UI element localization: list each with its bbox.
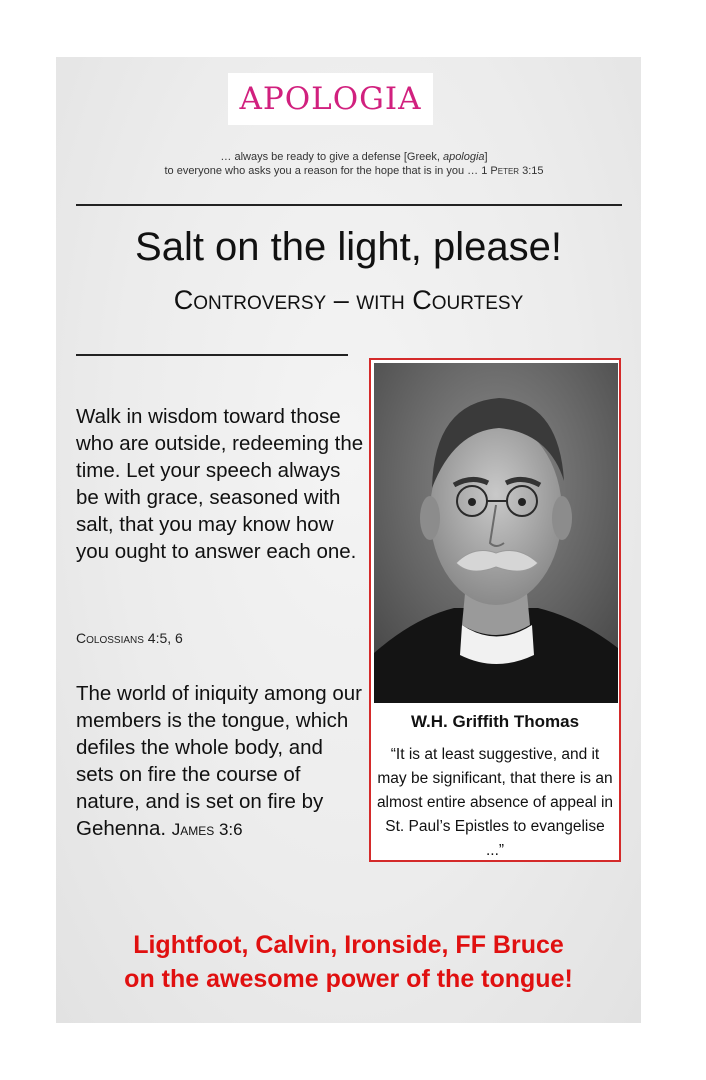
apologia-logo — [228, 73, 433, 125]
james-verse — [76, 680, 366, 843]
left-divider — [76, 354, 348, 356]
motto-line-2 — [90, 166, 618, 177]
motto-greek-word: apologia — [442, 151, 485, 163]
portrait-image — [374, 363, 618, 703]
motto-line-2-text: to everyone who asks you a reason for the hope that is in you … 1 — [164, 165, 491, 177]
page-subtitle: Controversy – with Courtesy — [173, 285, 524, 315]
james-reference: James 3:6 — [171, 820, 243, 839]
motto-line-1-text: … always be ready to give a defense [Greek, — [220, 151, 443, 163]
footer-line-1: Lightfoot, Calvin, Ironside, FF Bruce — [133, 931, 564, 959]
top-divider — [76, 204, 622, 206]
motto-line-1 — [90, 152, 618, 163]
james-verse-text: The world of iniquity among our members is the tongue, which defiles the whole body, and sets on fire the course of nature, and is set on fire by Gehenna. — [76, 682, 363, 840]
portrait-photo — [374, 363, 618, 703]
colossians-reference: Colossians 4:5, 6 — [76, 630, 183, 646]
author-name: W.H. Griffith Thomas — [410, 712, 580, 731]
author-quote: “It is at least suggestive, and it may be significant, that there is an almost entire absence of appeal in St. Paul’s Epistles to evangelise ...” — [376, 746, 614, 859]
colossians-verse: Walk in wisdom toward those who are outside, redeeming the time. Let your speech always be with grace, seasoned with salt, that you may know how you ought to answer each one. — [76, 405, 364, 563]
motto-line-1-close: ] — [484, 151, 488, 163]
quote-card — [369, 358, 621, 862]
footer-line-2: on the awesome power of the tongue! — [124, 965, 573, 993]
footer-callout — [56, 928, 641, 996]
page-title: Salt on the light, please! — [135, 225, 562, 269]
logo-text: APOLOGIA — [239, 80, 422, 117]
motto-reference: Peter 3:15 — [490, 165, 544, 177]
